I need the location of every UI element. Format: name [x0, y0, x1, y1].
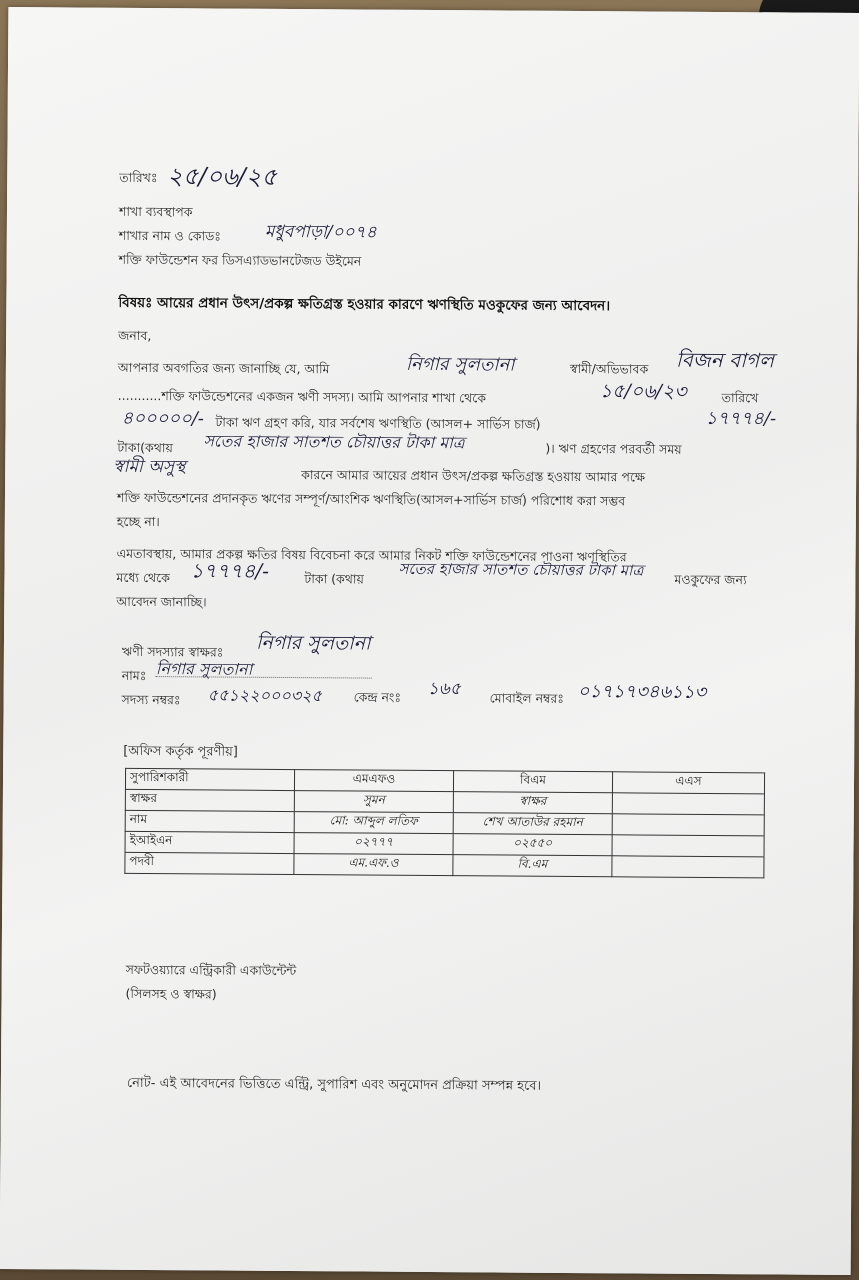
para1-guardian-label: স্বামী/অভিভাবক [569, 360, 649, 377]
note: নোট- এই আবেদনের ভিত্তিতে এন্ট্রি, সুপারিশ এবং অনুমোদন প্রক্রিয়া সম্পন্ন হবে। [126, 1075, 542, 1094]
amount-words-hw: সতের হাজার সাতশত চৌয়াত্তর টাকা মাত্র [203, 431, 465, 453]
guardian-hw: বিজন বাগল [675, 347, 775, 373]
date-label: তারিখঃ [119, 169, 158, 186]
mfo-cell: মো: আব্দুল লতিফ [294, 812, 453, 834]
center-label: কেন্দ্র নংঃ [353, 689, 402, 705]
para2-line1: এমতাবস্থায়, আমার প্রকল্প ক্ষতির বিষয় বিবেচনা করে আমার নিকট শক্তি ফাউন্ডেশনের পাওনা ঋণস্থিতির [116, 545, 627, 565]
row-label: স্বাক্ষর [125, 789, 294, 811]
signature-label: ঋণী সদস্যার স্বাক্ষরঃ [121, 643, 224, 660]
member-number-hw: ৫৫১২২০০০৩২৫ [207, 685, 323, 706]
para1-line7: হচ্ছে না। [116, 513, 160, 530]
row-label: ইআইএন [125, 831, 294, 853]
mobile-number-hw: ০১৭১৭৩৪৬১১৩ [577, 681, 707, 703]
loan-date-hw: ১৫/০৬/২৩ [599, 380, 687, 403]
para1-date-suffix: তারিখে [721, 390, 759, 406]
bm-cell: স্বাক্ষর [453, 792, 612, 814]
branch-label: শাখার নাম ও কোডঃ [118, 227, 222, 244]
para2-line2a: মধ্যে থেকে [116, 569, 171, 586]
para1-line3a: টাকা ঋণ গ্রহণ করি, যার সর্বশেষ ঋণস্থিতি (আসল+ সার্ভিস চার্জ) [215, 414, 541, 432]
borrower-name-hw: নিগার সুলতানা [405, 353, 515, 376]
bm-cell: বি.এম [453, 855, 612, 877]
center-number-hw: ১৬৫ [427, 678, 461, 700]
para1-line4a: টাকা(কথায় [117, 439, 173, 456]
para1-line2a: ...........শক্তি ফাউন্ডেশনের একজন ঋণী সদস্য। আমি আপনার শাখা থেকে [117, 387, 487, 406]
header-mfo: এমএফও [294, 770, 453, 792]
member-label: সদস্য নম্বরঃ [121, 691, 181, 708]
row-label: নাম [125, 810, 294, 832]
header-bm: বিএম [453, 771, 612, 793]
reason-hw: স্বামী অসুস্থ [113, 456, 186, 478]
para1-line1a: আপনার অবগতির জন্য জানাচ্ছি যে, আমি [117, 359, 330, 377]
office-table [124, 768, 765, 878]
loan-amount-hw: ৪০০০০০/- [121, 407, 204, 430]
as-cell [612, 856, 764, 878]
accountant-line1: সফটওয়্যারে এন্ট্রিকারী একাউন্টেন্ট [125, 961, 297, 979]
mfo-cell: সুমন [294, 791, 453, 813]
bm-cell: শেখ আতাউর রহমান [453, 813, 612, 835]
org-name: শক্তি ফাউন্ডেশন ফর ডিসএ্যাডভানটেজড উইমেন [118, 251, 362, 269]
as-cell [612, 793, 764, 815]
manager-label: শাখা ব্যবস্থাপক [118, 203, 193, 220]
mfo-cell: এম.এফ.ও [294, 854, 453, 876]
salutation: জনাব, [118, 327, 152, 344]
para1-line4b: )। ঋণ গ্রহণের পরবর্তী সময় [545, 440, 682, 457]
waiver-amount-hw: ১৭৭৭৪/- [190, 558, 270, 583]
row-label: পদবী [125, 852, 294, 874]
subject: বিষয়ঃ আয়ের প্রধান উৎস/প্রকল্প ক্ষতিগ্রস্ত হওয়ার কারণে ঋণস্থিতি মওকুফের জন্য আবেদন। [118, 294, 611, 315]
office-label: [অফিস কর্তৃক পূরণীয়] [123, 743, 238, 760]
borrower-signature-hw: নিগার সুলতানা [255, 631, 371, 655]
mobile-label: মোবাইল নম্বরঃ [489, 690, 565, 706]
para1-line5a: কারনে আমার আয়ের প্রধান উৎস/প্রকল্প ক্ষতিগ্রস্ত হওয়ায় আমার পক্ষে [301, 467, 646, 485]
para1-line6: শক্তি ফাউন্ডেশনের প্রদানকৃত ঋণের সম্পূর্ণ/আংশিক ঋণস্থিতি(আসল+সার্ভিস চার্জ) পরিশোধ করা সম্ভব [116, 489, 626, 509]
waiver-words-hw: সতের হাজার সাতশত চৌয়াত্তর টাকা মাত্র [398, 559, 644, 580]
balance-hw: ১৭৭৭৪/- [705, 407, 777, 430]
table-row [125, 852, 764, 877]
as-cell [612, 814, 764, 836]
header-recommender: সুপারিশকারী [125, 768, 294, 790]
date-value: ২৫/০৬/২৫ [167, 162, 278, 191]
mfo-cell: ০২৭৭৭ [294, 833, 453, 855]
bm-cell: ০২৫৫০ [453, 834, 612, 856]
header-as: এএস [612, 772, 764, 794]
branch-value: মধুবপাড়া/০০৭৪ [264, 221, 377, 243]
application-form [0, 7, 859, 1275]
as-cell [612, 835, 764, 857]
name-label: নামঃ [121, 667, 147, 684]
para2-line2c: মওকুফের জন্য [674, 571, 747, 588]
para2-line3: আবেদন জানাচ্ছি। [116, 593, 207, 610]
accountant-line2: (সিলসহ ও স্বাক্ষর) [125, 985, 217, 1002]
para2-line2b: টাকা (কথায় [304, 571, 364, 587]
borrower-name-hw2: নিগার সুলতানা [155, 659, 253, 679]
